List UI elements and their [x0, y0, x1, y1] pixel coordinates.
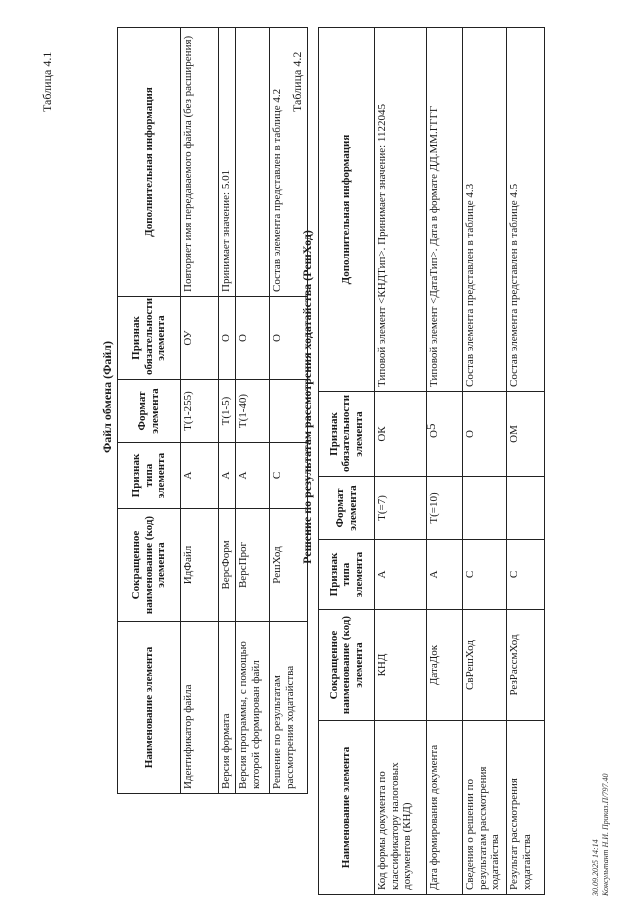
table-cell: Типовой элемент <ДатаТип>. Дата в формате ДД.ММ.ГГГГ: [427, 28, 463, 392]
table-cell: РезРассмХод: [507, 610, 545, 721]
table2-header: Дополнительная информация: [319, 28, 375, 392]
table2-title: Решение по результатам рассмотрения ходатайства (РешХод): [300, 230, 314, 564]
table1-label: Таблица 4.1: [40, 51, 54, 112]
table1-header-row: [118, 28, 181, 794]
table1-header: Сокращенное наименование (код) элемента: [118, 509, 181, 622]
table-cell: Повторяет имя передаваемого файла (без расширения): [181, 28, 219, 297]
table-cell: О: [270, 297, 308, 380]
table2-header: Сокращенное наименование (код) элемента: [319, 610, 375, 721]
table-row: [236, 28, 270, 794]
table2-label: Таблица 4.2: [290, 51, 304, 112]
table-cell: Состав элемента представлен в таблице 4.2: [270, 28, 308, 297]
table-cell: Принимает значение: 5.01: [219, 28, 236, 297]
table1-header: Признак обязательности элемента: [118, 297, 181, 380]
table2: [318, 27, 545, 895]
table-cell: Код формы документа по классификатору налоговых документов (КНД): [375, 721, 427, 895]
table-cell: ИдФайл: [181, 509, 219, 622]
footer-timestamp: 30.09.2025 14:14: [591, 839, 600, 896]
table-cell: ОУ: [181, 297, 219, 380]
table1-title: Файл обмена (Файл): [100, 340, 114, 454]
table-cell: Типовой элемент <КНДТип>. Принимает значение: 1122045: [375, 28, 427, 392]
table-cell: [236, 28, 270, 297]
table-row: [219, 28, 236, 794]
table-cell: А: [219, 443, 236, 509]
table2-header-row: [319, 28, 375, 895]
table-row: [507, 28, 545, 895]
table2-header: Признак типа элемента: [319, 540, 375, 610]
table2-header: Формат элемента: [319, 477, 375, 540]
table1: [117, 27, 308, 794]
table-cell: ВерсФорм: [219, 509, 236, 622]
table1-header: Наименование элемента: [118, 622, 181, 794]
table-cell: С: [270, 443, 308, 509]
table-cell: А: [181, 443, 219, 509]
table-cell: Т(=10): [427, 477, 463, 540]
table-row: [427, 28, 463, 895]
table-cell: Т(1-5): [219, 380, 236, 443]
table-cell: КНД: [375, 610, 427, 721]
table-cell: Дата формирования документа: [427, 721, 463, 895]
table-row: [375, 28, 427, 895]
table-row: [181, 28, 219, 794]
table-cell: Т(1-255): [181, 380, 219, 443]
table-cell: Версия формата: [219, 622, 236, 794]
table-cell: С: [463, 540, 507, 610]
table-cell: С: [507, 540, 545, 610]
table-cell: Т(=7): [375, 477, 427, 540]
table-cell: О: [463, 392, 507, 477]
table-cell: ОК: [375, 392, 427, 477]
table-cell: СвРешХод: [463, 610, 507, 721]
table-row: [463, 28, 507, 895]
table-cell: О: [236, 297, 270, 380]
table-cell: О: [219, 297, 236, 380]
table-cell: Т(1-40): [236, 380, 270, 443]
table-cell: А: [427, 540, 463, 610]
table-cell: ВерсПрог: [236, 509, 270, 622]
page-number: 5: [423, 423, 438, 430]
table-cell: ОМ: [507, 392, 545, 477]
table1-header: Признак типа элемента: [118, 443, 181, 509]
table-cell: Сведения о решении по результатам рассмотрения ходатайства: [463, 721, 507, 895]
table-cell: Версия программы, с помощью которой сформирован файл: [236, 622, 270, 794]
table-cell: А: [236, 443, 270, 509]
table2-header: Признак обязательности элемента: [319, 392, 375, 477]
table-cell: Решение по результатам рассмотрения ходатайства: [270, 622, 308, 794]
table-cell: Идентификатор файла: [181, 622, 219, 794]
table1-header: Дополнительная информация: [118, 28, 181, 297]
footer-note: Консультант Н.И. Приказ.П/797.40: [601, 773, 610, 896]
table-cell: Результат рассмотрения ходатайства: [507, 721, 545, 895]
table-cell: [507, 477, 545, 540]
table-cell: РешХод: [270, 509, 308, 622]
table-cell: О: [427, 392, 463, 477]
table-cell: А: [375, 540, 427, 610]
table2-header: Наименование элемента: [319, 721, 375, 895]
table1-header: Формат элемента: [118, 380, 181, 443]
table-cell: Состав элемента представлен в таблице 4.3: [463, 28, 507, 392]
table-cell: ДатаДок: [427, 610, 463, 721]
table-cell: [463, 477, 507, 540]
table-cell: Состав элемента представлен в таблице 4.5: [507, 28, 545, 392]
